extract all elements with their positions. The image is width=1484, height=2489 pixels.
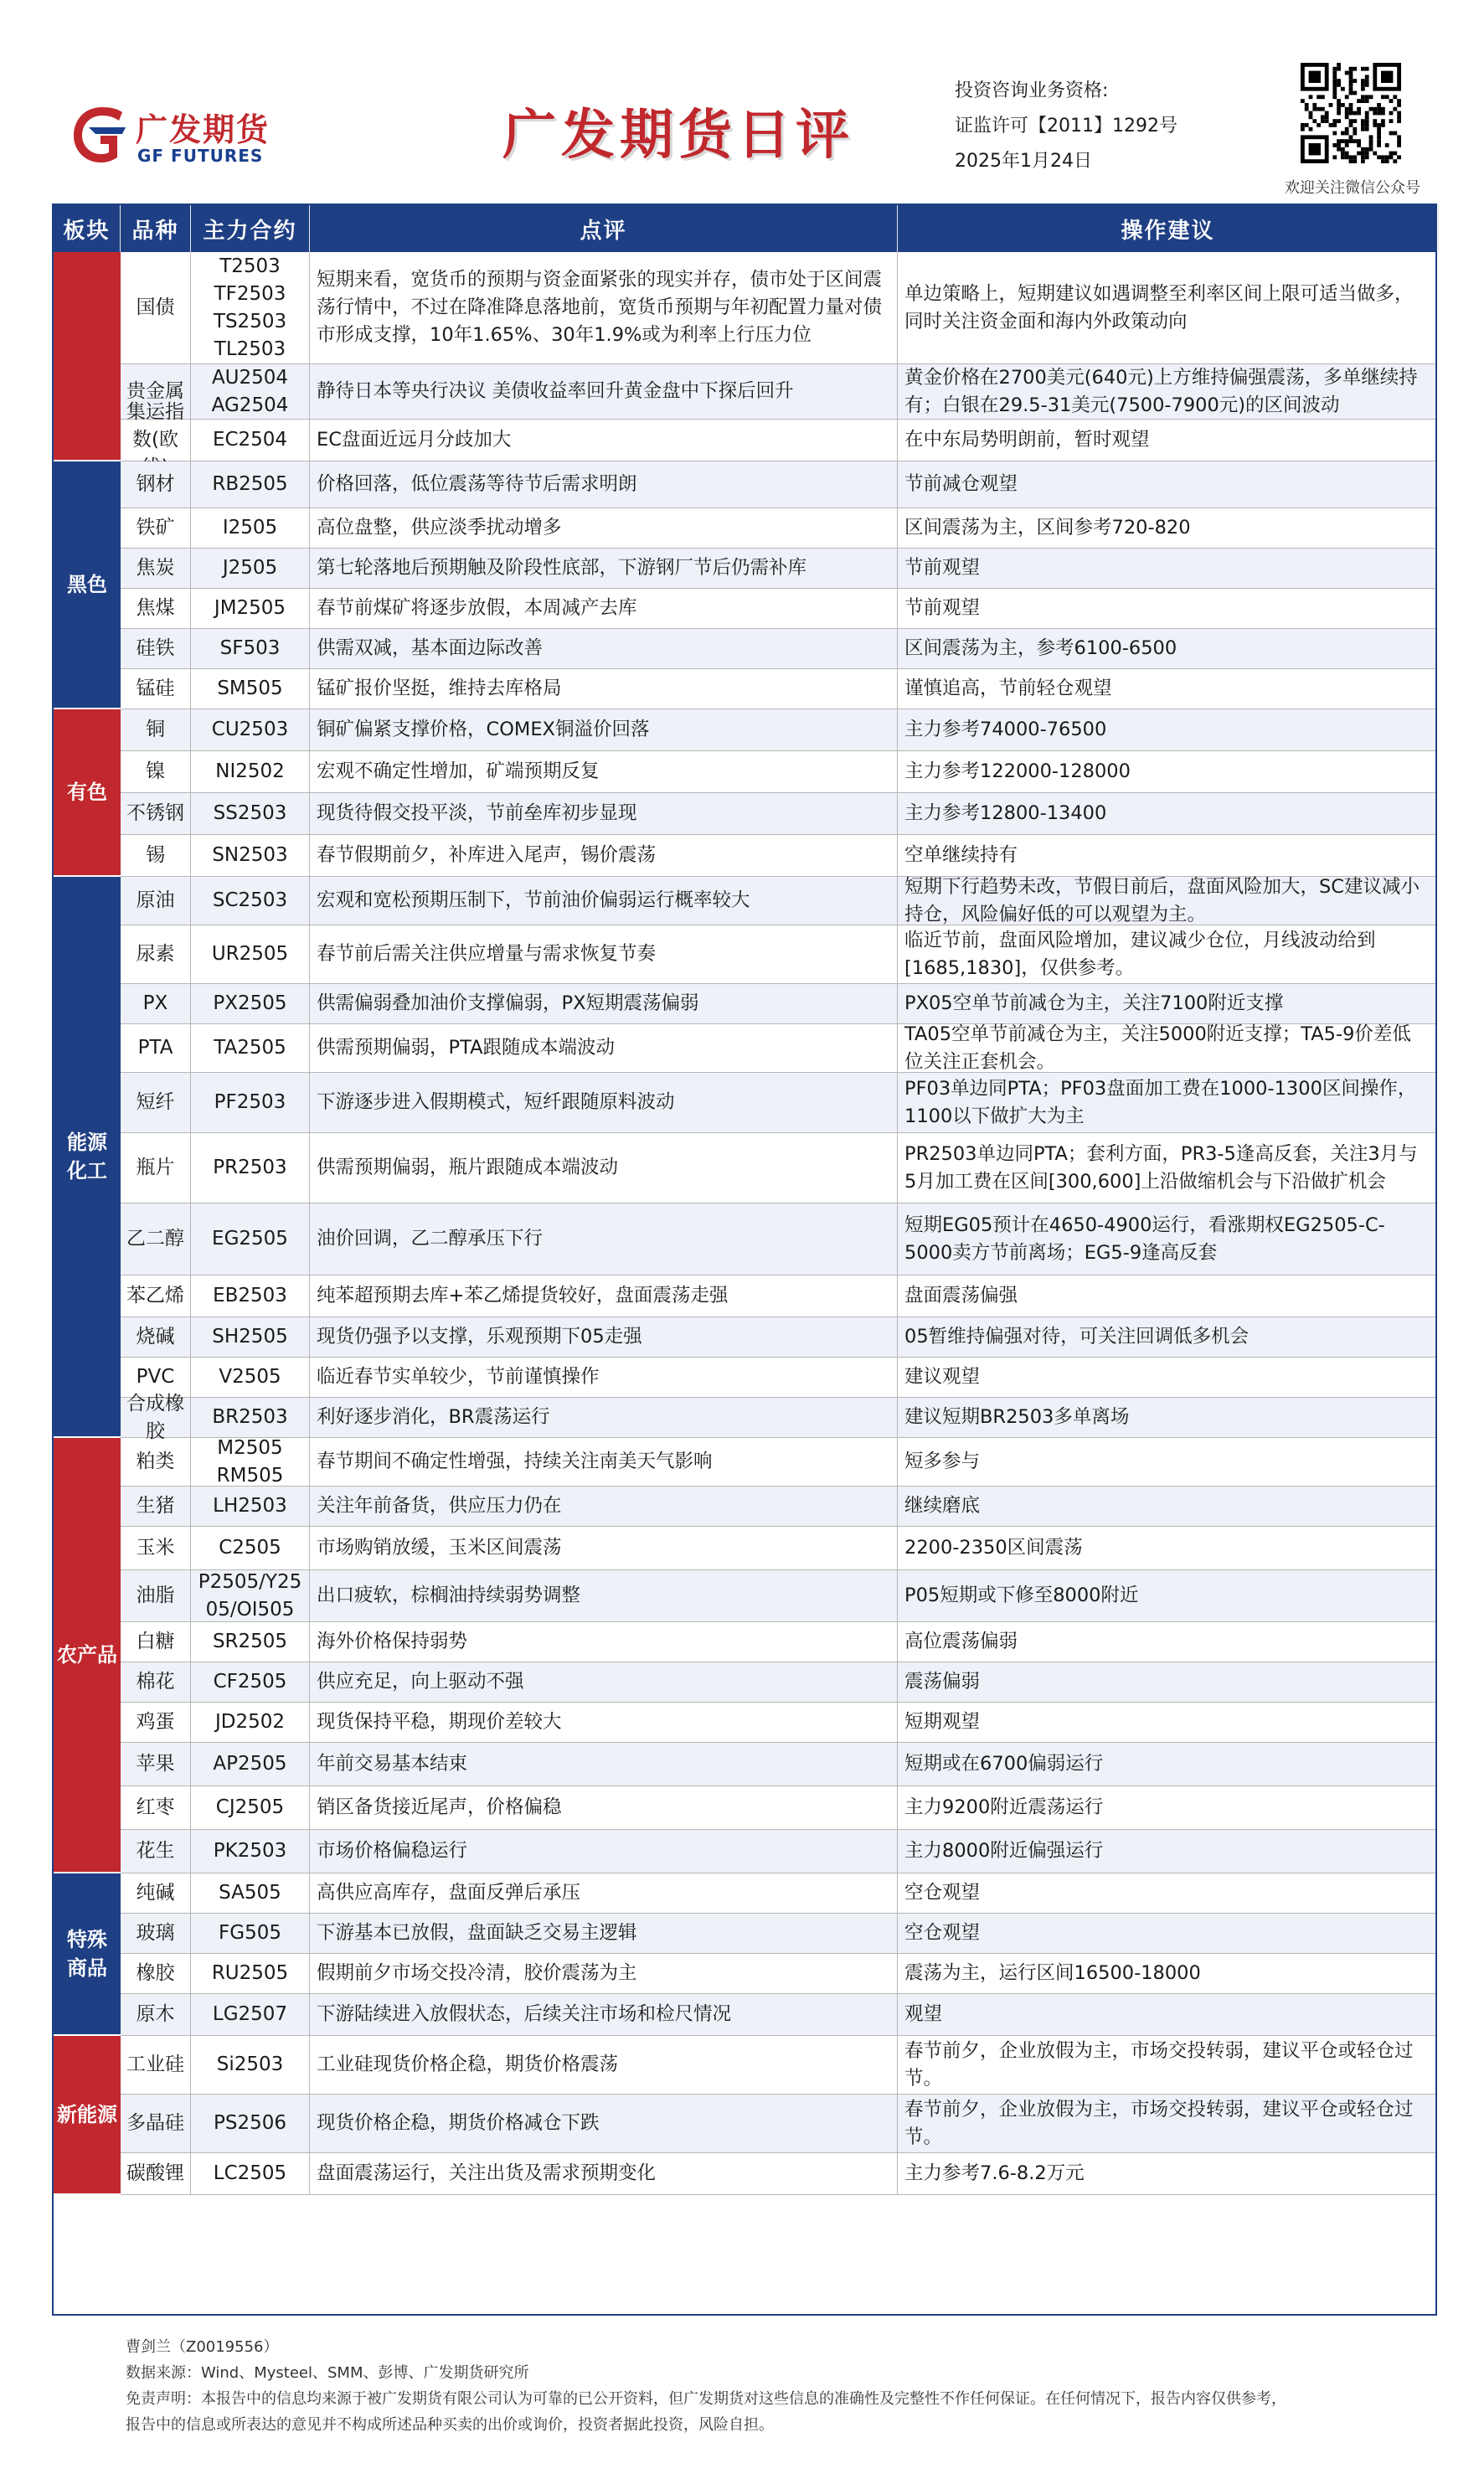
advice-cell: 黄金价格在2700美元(640元)上方维持偏强震荡，多单继续持有；白银在29.5-31美元(7500-7900元)的区间波动 <box>904 366 1418 416</box>
qualification-info <box>955 74 1177 179</box>
sector-cell: 黑色 <box>54 461 121 709</box>
table-row <box>121 1133 1435 1203</box>
advice-cell: 临近节前，盘面风险增加，建议减少仓位，月线波动给到[1685,1830]，仅供参考。 <box>904 929 1376 979</box>
qr-caption: 欢迎关注微信公众号 <box>1285 179 1420 197</box>
advice-cell: 区间震荡为主，参考6100-6500 <box>904 637 1177 659</box>
contract-cell: RU2505 <box>191 1954 310 1993</box>
table-row <box>121 1358 1435 1398</box>
sector-cell: 能源 化工 <box>54 877 121 1438</box>
comment-cell: 下游陆续进入放假状态，后续关注市场和检尺情况 <box>310 1994 898 2035</box>
variety-cell: 苯乙烯 <box>121 1275 191 1317</box>
advice-cell: 短多参与 <box>904 1451 981 1472</box>
contract-cell: AU2504 AG2504 <box>191 364 310 419</box>
report-header <box>0 0 1484 201</box>
variety-cell: 多晶硅 <box>121 2095 191 2152</box>
contract-cell: AP2505 <box>191 1743 310 1786</box>
table-row <box>121 420 1435 461</box>
variety-cell: 油脂 <box>121 1570 191 1621</box>
comment-cell: 现货仍强予以支撑，乐观预期下05走强 <box>310 1317 898 1357</box>
variety-cell: 烧碱 <box>121 1317 191 1357</box>
advice-cell: 短期EG05预计在4650-4900运行，看涨期权EG2505-C-5000卖方节前离场；EG5-9逢高反套 <box>904 1214 1385 1264</box>
disclaimer-line-1: 免责声明：本报告中的信息均来源于被广发期货有限公司认为可靠的已公开资料，但广发期货对这些信息的准确性及完整性不作任何保证。在任何情况下，报告内容仅供参考， <box>126 2390 1286 2408</box>
contract-cell: RB2505 <box>191 461 310 508</box>
page-title: 广发期货日评 <box>502 105 854 167</box>
advice-cell: PR2503单边同PTA；套利方面，PR3-5逢高反套，关注3月与5月加工费在区间[300,600]上沿做缩机会与下沿做扩机会 <box>904 1142 1418 1193</box>
variety-cell: 尿素 <box>121 925 191 983</box>
comment-cell: 假期前夕市场交投冷清，胶价震荡为主 <box>310 1954 898 1993</box>
variety-cell: 粕类 <box>121 1438 191 1486</box>
comment-cell: 供需偏弱叠加油价支撑偏弱，PX短期震荡偏弱 <box>310 984 898 1023</box>
contract-cell: JM2505 <box>191 589 310 628</box>
table-row <box>121 1275 1435 1317</box>
table-row <box>121 1487 1435 1527</box>
contract-cell: SF503 <box>191 629 310 668</box>
comment-cell: 现货保持平稳，期现价差较大 <box>310 1703 898 1742</box>
comment-cell: 短期来看，宽货币的预期与资金面紧张的现实并存，债市处于区间震荡行情中，不过在降准降息落地前，宽货币预期与年初配置力量对债市形成支撑，10年1.65%、30年1.9%或为利率上行压力位 <box>310 252 898 363</box>
contract-cell: EC2504 <box>191 420 310 461</box>
advice-cell: 主力参考7.6-8.2万元 <box>904 2162 1085 2184</box>
comment-cell: 油价回调，乙二醇承压下行 <box>310 1203 898 1275</box>
contract-cell: J2505 <box>191 549 310 588</box>
comment-cell: 春节前后需关注供应增量与需求恢复节奏 <box>310 925 898 983</box>
table-row <box>121 508 1435 549</box>
table-row <box>121 925 1435 984</box>
table-row <box>121 252 1435 364</box>
table-row <box>121 461 1435 508</box>
variety-cell: 工业硅 <box>121 2036 191 2094</box>
advice-cell: 主力8000附近偏强运行 <box>904 1840 1104 1862</box>
advice-cell: 单边策略上，短期建议如遇调整至利率区间上限可适当做多，同时关注资金面和海内外政策动向 <box>904 282 1414 332</box>
table-row <box>121 1954 1435 1994</box>
footer <box>126 2334 1432 2438</box>
contract-cell: V2505 <box>191 1358 310 1397</box>
commodity-table <box>52 204 1437 2316</box>
contract-cell: PK2503 <box>191 1830 310 1873</box>
report-date: 2025年1月24日 <box>955 151 1092 172</box>
comment-cell: 年前交易基本结束 <box>310 1743 898 1786</box>
contract-cell: SS2503 <box>191 793 310 834</box>
advice-cell: 短期或在6700偏弱运行 <box>904 1753 1104 1775</box>
table-row <box>121 1073 1435 1133</box>
variety-cell: 贵金属 <box>121 364 191 419</box>
advice-cell: 春节前夕，企业放假为主，市场交投转弱，建议平仓或轻仓过节。 <box>904 2039 1414 2090</box>
column-header: 操作建议 <box>898 205 1439 252</box>
variety-cell: 焦煤 <box>121 589 191 628</box>
contract-cell: SR2505 <box>191 1622 310 1662</box>
variety-cell: 乙二醇 <box>121 1203 191 1275</box>
variety-cell: 铁矿 <box>121 508 191 548</box>
comment-cell: 出口疲软，棕榈油持续弱势调整 <box>310 1570 898 1621</box>
table-row <box>121 2036 1435 2095</box>
comment-cell: 高位盘整，供应淡季扰动增多 <box>310 508 898 548</box>
advice-cell: 谨慎追高，节前轻仓观望 <box>904 678 1112 699</box>
table-row <box>121 1914 1435 1954</box>
contract-cell: LG2507 <box>191 1994 310 2035</box>
contract-cell: EG2505 <box>191 1203 310 1275</box>
variety-cell: 数(欧 <box>121 420 191 461</box>
comment-cell: EC盘面近远月分歧加大 <box>310 420 898 461</box>
contract-cell: BR2503 <box>191 1398 310 1437</box>
advice-cell: 区间震荡为主，区间参考720-820 <box>904 517 1191 539</box>
variety-cell: 碳酸锂 <box>121 2153 191 2194</box>
contract-cell: JD2502 <box>191 1703 310 1742</box>
variety-cell: PX <box>121 984 191 1023</box>
advice-cell: 05暂维持偏强对待，可关注回调低多机会 <box>904 1326 1250 1348</box>
contract-cell: LC2505 <box>191 2153 310 2194</box>
variety-cell: 原木 <box>121 1994 191 2035</box>
variety-cell: 苹果 <box>121 1743 191 1786</box>
logo-chinese-name: 广发期货 <box>136 111 271 148</box>
comment-cell: 下游逐步进入假期模式，短纤跟随原料波动 <box>310 1073 898 1132</box>
advice-cell: 主力参考74000-76500 <box>904 719 1107 740</box>
table-row <box>121 1317 1435 1358</box>
sector-cell: 新能源 <box>54 2036 121 2195</box>
table-row <box>121 835 1435 877</box>
advice-cell: 节前减仓观望 <box>904 473 1018 495</box>
variety-cell: 铜 <box>121 709 191 750</box>
variety-cell: 花生 <box>121 1830 191 1873</box>
advice-cell: 主力参考12800-13400 <box>904 802 1107 824</box>
comment-cell: 供应充足，向上驱动不强 <box>310 1662 898 1702</box>
contract-cell: PR2503 <box>191 1133 310 1203</box>
table-row <box>121 1024 1435 1073</box>
qr-code-icon <box>1301 63 1401 163</box>
comment-cell: 静待日本等央行决议 美债收益率回升黄金盘中下探后回升 <box>310 364 898 419</box>
variety-cell: PVC <box>121 1358 191 1397</box>
variety-cell: 瓶片 <box>121 1133 191 1203</box>
sector-cell <box>54 252 121 461</box>
comment-cell: 利好逐步消化，BR震荡运行 <box>310 1398 898 1437</box>
comment-cell: 现货待假交投平淡，节前垒库初步显现 <box>310 793 898 834</box>
table-row <box>121 549 1435 589</box>
variety-cell: 纯碱 <box>121 1873 191 1913</box>
variety-cell: 玻璃 <box>121 1914 191 1953</box>
table-row <box>121 589 1435 629</box>
advice-cell: 主力参考122000-128000 <box>904 760 1131 782</box>
contract-cell: SM505 <box>191 669 310 709</box>
table-row <box>121 364 1435 420</box>
comment-cell: 春节假期前夕，补库进入尾声，锡价震荡 <box>310 835 898 876</box>
contract-cell: NI2502 <box>191 751 310 792</box>
column-header: 品种 <box>121 205 191 252</box>
advice-cell: 建议短期BR2503多单离场 <box>904 1406 1130 1428</box>
comment-cell: 临近春节实单较少，节前谨慎操作 <box>310 1358 898 1397</box>
logo-english-name: GF FUTURES <box>137 146 264 166</box>
author: 曹剑兰（Z0019556） <box>126 2338 279 2356</box>
comment-cell: 工业硅现货价格企稳，期货价格震荡 <box>310 2036 898 2094</box>
variety-cell: 镍 <box>121 751 191 792</box>
comment-cell: 纯苯超预期去库+苯乙烯提货较好，盘面震荡走强 <box>310 1275 898 1317</box>
advice-cell: 空仓观望 <box>904 1922 981 1944</box>
comment-cell: 供需预期偏弱，瓶片跟随成本端波动 <box>310 1133 898 1203</box>
advice-cell: 观望 <box>904 2003 943 2025</box>
table-row <box>121 629 1435 669</box>
comment-cell: 市场购销放缓，玉米区间震荡 <box>310 1527 898 1569</box>
comment-cell: 海外价格保持弱势 <box>310 1622 898 1662</box>
advice-cell: 节前观望 <box>904 557 981 579</box>
comment-cell: 春节期间不确定性增强，持续关注南美天气影响 <box>310 1438 898 1486</box>
comment-cell: 市场价格偏稳运行 <box>310 1830 898 1873</box>
column-header: 主力合约 <box>191 205 310 252</box>
table-row <box>121 2153 1435 2195</box>
variety-cell: 红枣 <box>121 1786 191 1829</box>
contract-cell: M2505 RM505 <box>191 1438 310 1486</box>
table-row <box>121 1438 1435 1487</box>
advice-cell: PX05空单节前减仓为主，关注7100附近支撑 <box>904 992 1284 1014</box>
contract-cell: PF2503 <box>191 1073 310 1132</box>
qualification-label: 投资咨询业务资格: <box>955 80 1109 101</box>
comment-cell: 铜矿偏紧支撑价格，COMEX铜溢价回落 <box>310 709 898 750</box>
comment-cell: 供需预期偏弱，PTA跟随成本端波动 <box>310 1024 898 1072</box>
sector-cell: 有色 <box>54 709 121 877</box>
variety-cell: 橡胶 <box>121 1954 191 1993</box>
table-row <box>121 1203 1435 1275</box>
contract-cell: Si2503 <box>191 2036 310 2094</box>
advice-cell: 短期下行趋势未改，节假日前后，盘面风险加大，SC建议减小持仓，风险偏好低的可以观望为主。 <box>904 875 1420 925</box>
contract-cell: P2505/Y25 05/OI505 <box>191 1570 310 1621</box>
contract-cell: PX2505 <box>191 984 310 1023</box>
contract-cell: UR2505 <box>191 925 310 983</box>
company-logo <box>70 102 313 166</box>
column-header: 板块 <box>54 205 121 252</box>
comment-cell: 宏观和宽松预期压制下，节前油价偏弱运行概率较大 <box>310 877 898 925</box>
variety-cell: 玉米 <box>121 1527 191 1569</box>
variety-cell: 鸡蛋 <box>121 1703 191 1742</box>
table-row <box>121 709 1435 751</box>
comment-cell: 春节前煤矿将逐步放假，本周减产去库 <box>310 589 898 628</box>
advice-cell: 主力9200附近震荡运行 <box>904 1796 1104 1818</box>
table-row <box>121 1662 1435 1703</box>
contract-cell: C2505 <box>191 1527 310 1569</box>
table-row <box>121 2095 1435 2153</box>
variety-cell: 棉花 <box>121 1662 191 1702</box>
table-row <box>121 1873 1435 1914</box>
table-row <box>121 1743 1435 1786</box>
table-row <box>121 1703 1435 1743</box>
contract-cell: SH2505 <box>191 1317 310 1357</box>
variety-cell: 合成橡胶 <box>121 1398 191 1437</box>
comment-cell: 销区备货接近尾声，价格偏稳 <box>310 1786 898 1829</box>
advice-cell: 震荡偏弱 <box>904 1671 981 1693</box>
advice-cell: 建议观望 <box>904 1366 981 1388</box>
contract-cell: T2503 TF2503 TS2503 TL2503 <box>191 252 310 363</box>
advice-cell: 高位震荡偏弱 <box>904 1631 1018 1652</box>
comment-cell: 第七轮落地后预期触及阶段性底部，下游钢厂节后仍需补库 <box>310 549 898 588</box>
table-row <box>121 793 1435 835</box>
comment-cell: 现货价格企稳，期货价格减仓下跌 <box>310 2095 898 2152</box>
comment-cell: 盘面震荡运行，关注出货及需求预期变化 <box>310 2153 898 2194</box>
table-header <box>54 205 1435 252</box>
sector-cell: 农产品 <box>54 1438 121 1873</box>
advice-cell: 空单继续持有 <box>904 844 1018 866</box>
contract-cell: CU2503 <box>191 709 310 750</box>
variety-cell: 硅铁 <box>121 629 191 668</box>
advice-cell: P05短期或下修至8000附近 <box>904 1585 1139 1606</box>
variety-cell: 白糖 <box>121 1622 191 1662</box>
contract-cell: SN2503 <box>191 835 310 876</box>
advice-cell: 震荡为主，运行区间16500-18000 <box>904 1962 1201 1984</box>
comment-cell: 供需双减，基本面边际改善 <box>310 629 898 668</box>
advice-cell: 2200-2350区间震荡 <box>904 1537 1083 1559</box>
sector-cell: 特殊 商品 <box>54 1873 121 2036</box>
comment-cell: 高供应高库存，盘面反弹后承压 <box>310 1873 898 1913</box>
variety-cell: 锰硅 <box>121 669 191 709</box>
variety-cell: 锡 <box>121 835 191 876</box>
table-row <box>121 984 1435 1024</box>
table-row <box>121 669 1435 709</box>
disclaimer-line-2: 报告中的信息或所表达的意见并不构成所述品种买卖的出价或询价，投资者据此投资，风险自担。 <box>126 2416 774 2434</box>
advice-cell: 在中东局势明朗前，暂时观望 <box>904 429 1150 451</box>
variety-cell: 短纤 <box>121 1073 191 1132</box>
table-row <box>121 1527 1435 1570</box>
table-row <box>121 877 1435 925</box>
advice-cell: 春节前夕，企业放假为主，市场交投转弱，建议平仓或轻仓过节。 <box>904 2098 1414 2148</box>
contract-cell: I2505 <box>191 508 310 548</box>
advice-cell: 节前观望 <box>904 597 981 619</box>
comment-cell: 锰矿报价坚挺，维持去库格局 <box>310 669 898 709</box>
contract-cell: PS2506 <box>191 2095 310 2152</box>
contract-cell: SA505 <box>191 1873 310 1913</box>
advice-cell: 短期观望 <box>904 1711 981 1733</box>
comment-cell: 下游基本已放假，盘面缺乏交易主逻辑 <box>310 1914 898 1953</box>
contract-cell: SC2503 <box>191 877 310 925</box>
advice-cell: PF03单边同PTA；PF03盘面加工费在1000-1300区间操作，1100以下做扩大为主 <box>904 1077 1417 1127</box>
variety-cell: 生猪 <box>121 1487 191 1526</box>
variety-cell: PTA <box>121 1024 191 1072</box>
table-row <box>121 1830 1435 1873</box>
comment-cell: 价格回落，低位震荡等待节后需求明朗 <box>310 461 898 508</box>
table-row <box>121 751 1435 793</box>
advice-cell: 空仓观望 <box>904 1882 981 1904</box>
variety-cell: 焦炭 <box>121 549 191 588</box>
contract-cell: EB2503 <box>191 1275 310 1317</box>
column-header: 点评 <box>310 205 898 252</box>
contract-cell: TA2505 <box>191 1024 310 1072</box>
data-sources: 数据来源：Wind、Mysteel、SMM、彭博、广发期货研究所 <box>126 2364 529 2382</box>
table-row <box>121 1622 1435 1662</box>
comment-cell: 关注年前备货，供应压力仍在 <box>310 1487 898 1526</box>
license-number: 证监许可【2011】1292号 <box>955 116 1177 137</box>
contract-cell: LH2503 <box>191 1487 310 1526</box>
table-row <box>121 1786 1435 1830</box>
comment-cell: 宏观不确定性增加，矿端预期反复 <box>310 751 898 792</box>
variety-cell: 钢材 <box>121 461 191 508</box>
gf-logo-icon <box>70 102 129 166</box>
advice-cell: 盘面震荡偏强 <box>904 1285 1018 1306</box>
contract-cell: CJ2505 <box>191 1786 310 1829</box>
contract-cell: FG505 <box>191 1914 310 1953</box>
advice-cell: TA05空单节前减仓为主，关注5000附近支撑；TA5-9价差低位关注正套机会。 <box>904 1023 1411 1073</box>
table-row <box>121 1994 1435 2036</box>
table-row <box>121 1392 1435 1442</box>
advice-cell: 继续磨底 <box>904 1495 981 1517</box>
contract-cell: CF2505 <box>191 1662 310 1702</box>
variety-cell: 国债 <box>121 252 191 363</box>
variety-cell: 原油 <box>121 877 191 925</box>
table-row <box>121 1570 1435 1622</box>
variety-cell: 不锈钢 <box>121 793 191 834</box>
